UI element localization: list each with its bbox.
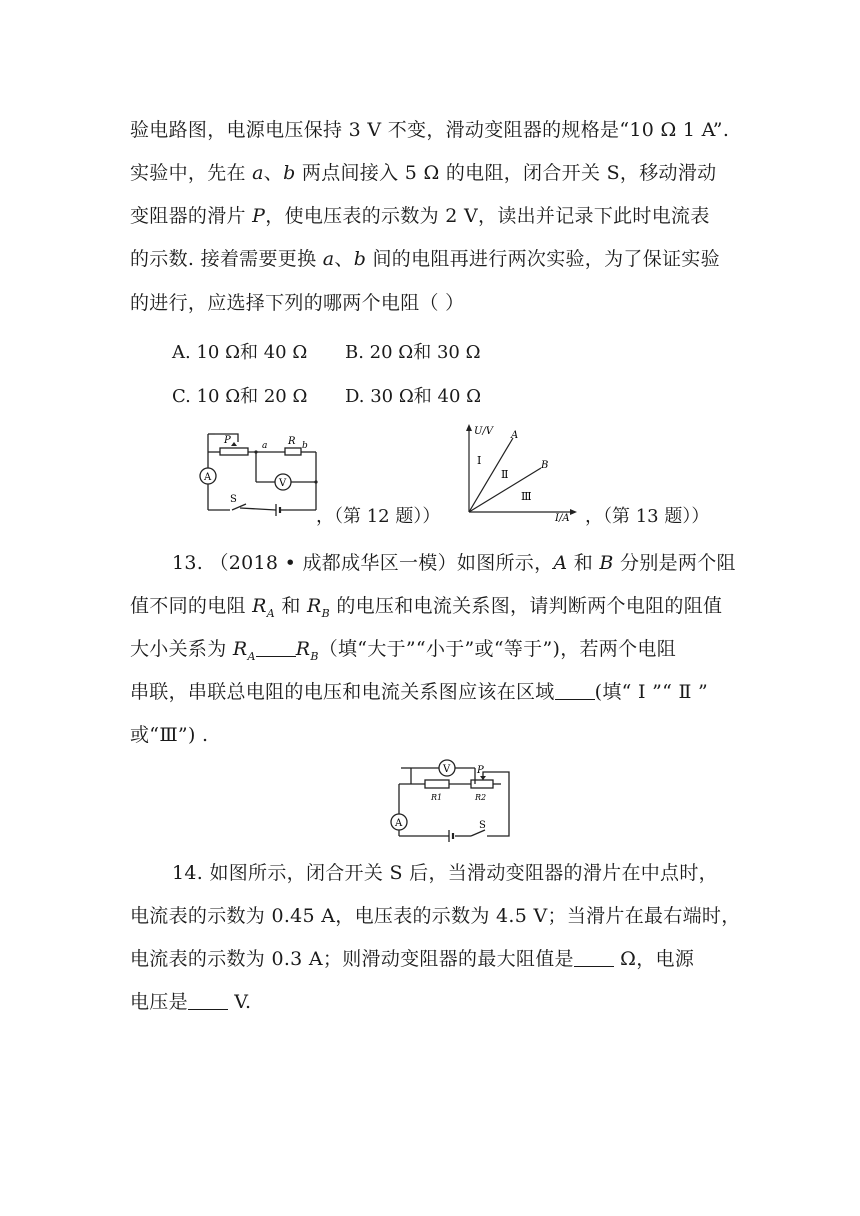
q13-figure-caption: ，（第 13 题））: [585, 506, 710, 527]
svg-text:I/A: I/A: [555, 513, 570, 524]
q12-line-4: 的示数. 接着需要更换 a、b 间的电阻再进行两次实验，为了保证实验: [130, 248, 720, 270]
q12-option-a: A. 10 Ω和 40 Ω: [172, 342, 308, 363]
svg-text:A: A: [204, 472, 212, 483]
q14-line-2: 电流表的示数为 0.45 A，电压表的示数为 4.5 V；当滑片在最右端时，: [130, 905, 741, 927]
svg-text:P: P: [224, 435, 231, 446]
q13-line-4: 串联，串联总电阻的电压和电流关系图应该在区域 (填“ Ⅰ ”“ Ⅱ ”: [130, 681, 709, 703]
q13-line-1: 13. （2018 • 成都成华区一模）如图所示，A 和 B 分别是两个阻: [172, 552, 736, 574]
svg-text:S: S: [479, 820, 486, 831]
q13-line-5: 或“Ⅲ”) .: [130, 724, 209, 746]
q14-line-3: 电流表的示数为 0.3 A；则滑动变阻器的最大阻值是 Ω，电源: [130, 948, 695, 970]
q12-option-b: B. 20 Ω和 30 Ω: [345, 342, 481, 363]
svg-text:A: A: [395, 818, 403, 829]
svg-text:B: B: [541, 460, 549, 471]
svg-text:A: A: [511, 430, 519, 441]
q12-line-5: 的进行，应选择下列的哪两个电阻（ ）: [130, 292, 465, 314]
q12-figure-caption: ，（第 12 题））: [316, 506, 441, 527]
answer-blank[interactable]: [188, 991, 228, 1010]
svg-text:R: R: [288, 436, 296, 447]
svg-text:Ⅲ: Ⅲ: [521, 490, 532, 503]
q13-line-3: 大小关系为 $R_A$ $R_B$（填“大于”“小于”或“等于”)，若两个电阻: [130, 638, 676, 663]
svg-text:R2: R2: [475, 793, 487, 802]
svg-text:b: b: [302, 441, 308, 451]
q14-circuit-diagram: [385, 758, 520, 844]
svg-text:Ⅰ: Ⅰ: [477, 454, 482, 467]
q12-line-3: 变阻器的滑片 P，使电压表的示数为 2 V，读出并记录下此时电流表: [130, 205, 710, 227]
svg-text:R1: R1: [431, 793, 443, 802]
answer-blank[interactable]: [574, 948, 614, 967]
q12-option-c: C. 10 Ω和 20 Ω: [172, 386, 308, 407]
q13-line-2: 值不同的电阻 $R_A$ 和 $R_B$ 的电压和电流关系图，请判断两个电阻的阻值: [130, 595, 723, 620]
q12-line-2: 实验中，先在 a、b 两点间接入 5 Ω 的电阻，闭合开关 S，移动滑动: [130, 162, 717, 184]
q12-circuit-diagram: [190, 428, 330, 522]
q12-line-1: 验电路图，电源电压保持 3 V 不变，滑动变阻器的规格是“10 Ω 1 A”.: [130, 119, 730, 141]
answer-blank[interactable]: [555, 681, 595, 700]
q13-ui-graph: [455, 422, 585, 524]
svg-text:U/V: U/V: [474, 426, 494, 437]
svg-text:V: V: [443, 764, 451, 775]
svg-text:P: P: [477, 765, 484, 776]
svg-text:S: S: [230, 494, 237, 505]
svg-text:a: a: [262, 441, 268, 451]
svg-text:V: V: [279, 478, 287, 489]
q14-line-4: 电压是 V.: [130, 991, 252, 1013]
svg-text:Ⅱ: Ⅱ: [501, 468, 509, 481]
answer-blank[interactable]: [256, 638, 296, 657]
q14-line-1: 14. 如图所示，闭合开关 S 后，当滑动变阻器的滑片在中点时，: [172, 862, 718, 884]
q12-option-d: D. 30 Ω和 40 Ω: [345, 386, 482, 407]
